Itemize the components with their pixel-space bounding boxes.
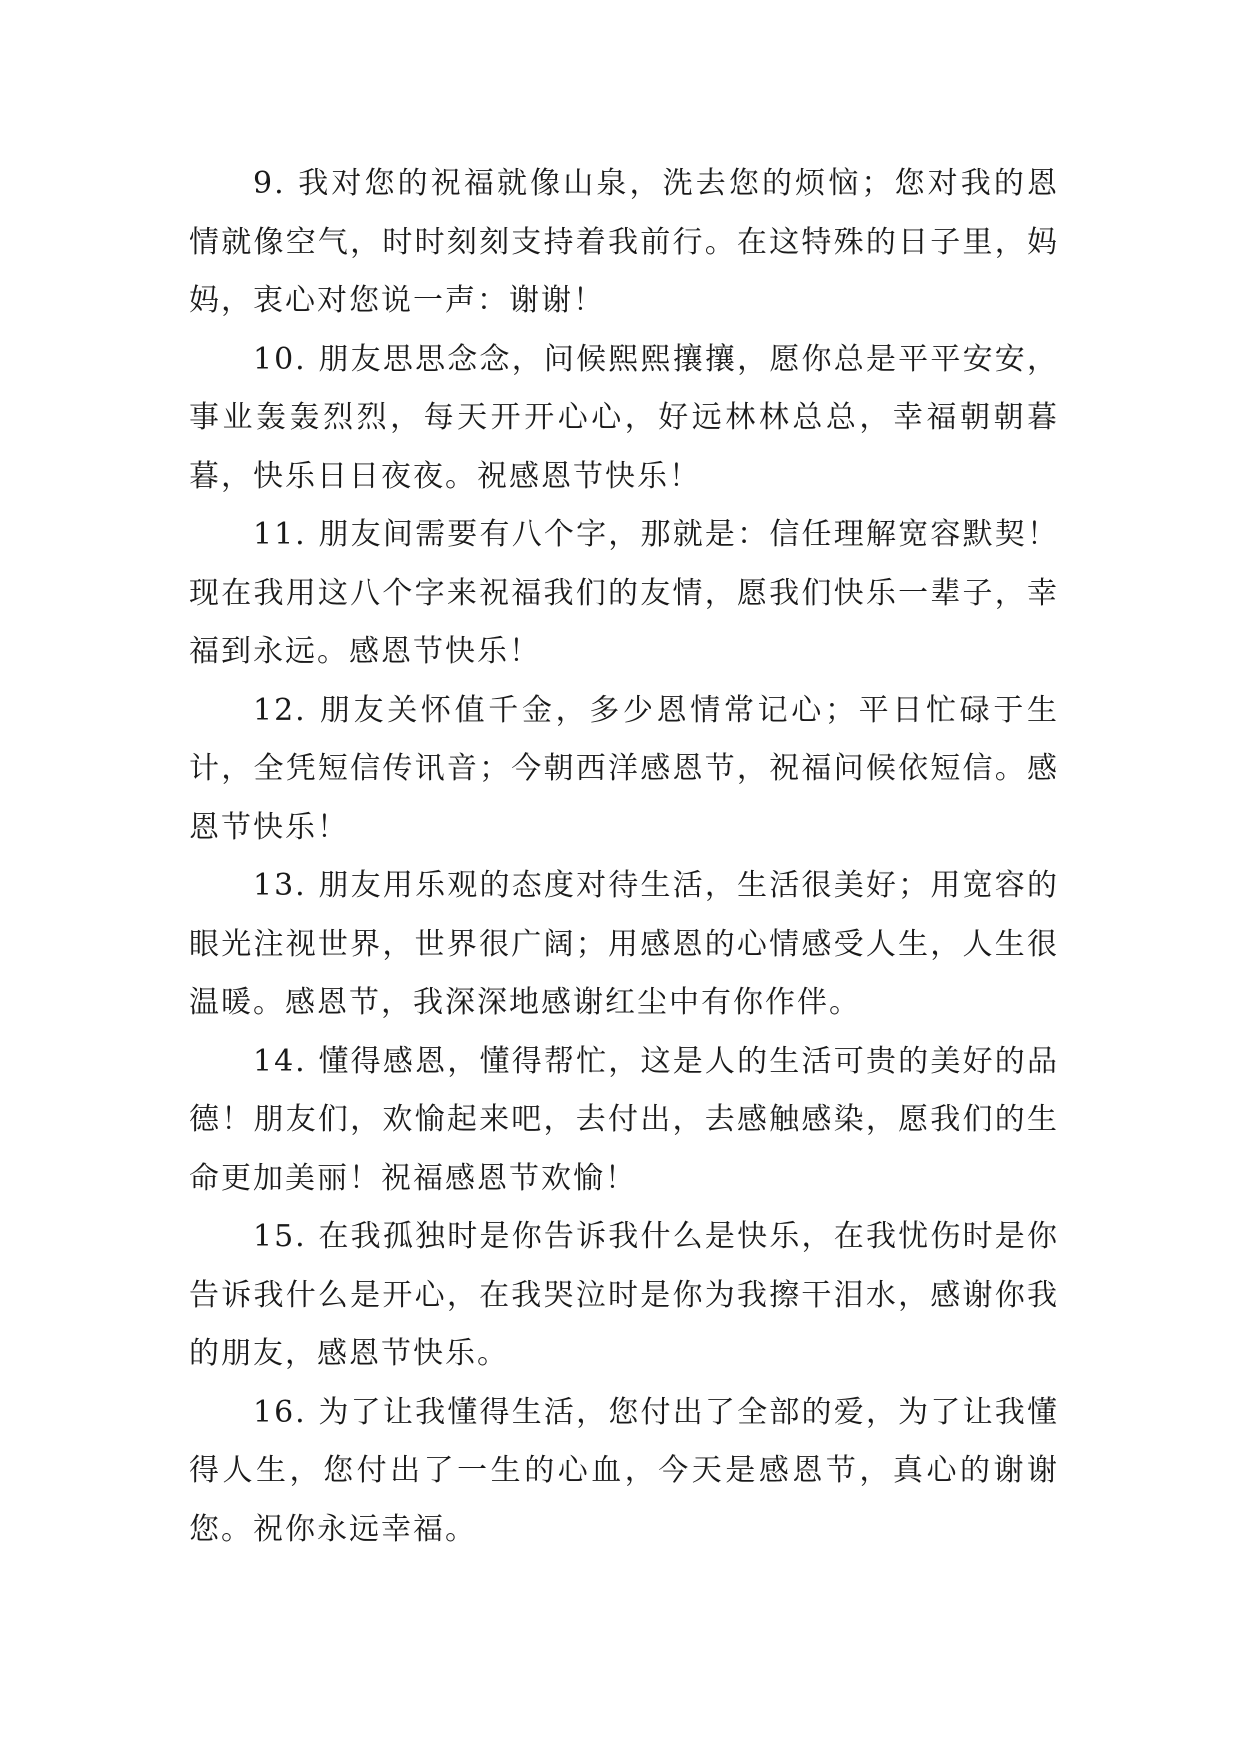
- document-body: [189, 155, 1059, 1559]
- paragraph-10: 10. 朋友思思念念，问候熙熙攘攘，愿你总是平平安安，事业轰轰烈烈，每天开开心心，好远林林总总，幸福朝朝暮暮，快乐日日夜夜。祝感恩节快乐！: [189, 341, 1059, 494]
- paragraph-12: 12. 朋友关怀值千金，多少恩情常记心；平日忙碌于生计，全凭短信传讯音；今朝西洋感恩节，祝福问候依短信。感恩节快乐！: [189, 692, 1059, 845]
- paragraph-16: 16. 为了让我懂得生活，您付出了全部的爱，为了让我懂得人生，您付出了一生的心血，今天是感恩节，真心的谢谢您。祝你永远幸福。: [189, 1394, 1059, 1547]
- paragraph-14: 14. 懂得感恩，懂得帮忙，这是人的生活可贵的美好的品德！朋友们，欢愉起来吧，去付出，去感触感染，愿我们的生命更加美丽！祝福感恩节欢愉！: [189, 1043, 1059, 1196]
- paragraph-13: 13. 朋友用乐观的态度对待生活，生活很美好；用宽容的眼光注视世界，世界很广阔；用感恩的心情感受人生，人生很温暖。感恩节，我深深地感谢红尘中有你作伴。: [189, 868, 1059, 1020]
- paragraph-9: 9. 我对您的祝福就像山泉，洗去您的烦恼；您对我的恩情就像空气，时时刻刻支持着我前行。在这特殊的日子里，妈妈，衷心对您说一声：谢谢！: [189, 166, 1059, 318]
- paragraph-11: 11. 朋友间需要有八个字，那就是：信任理解宽容默契！现在我用这八个字来祝福我们的友情，愿我们快乐一辈子，幸福到永远。感恩节快乐！: [189, 517, 1059, 669]
- paragraph-15: 15. 在我孤独时是你告诉我什么是快乐，在我忧伤时是你告诉我什么是开心，在我哭泣时是你为我擦干泪水，感谢你我的朋友，感恩节快乐。: [189, 1219, 1059, 1371]
